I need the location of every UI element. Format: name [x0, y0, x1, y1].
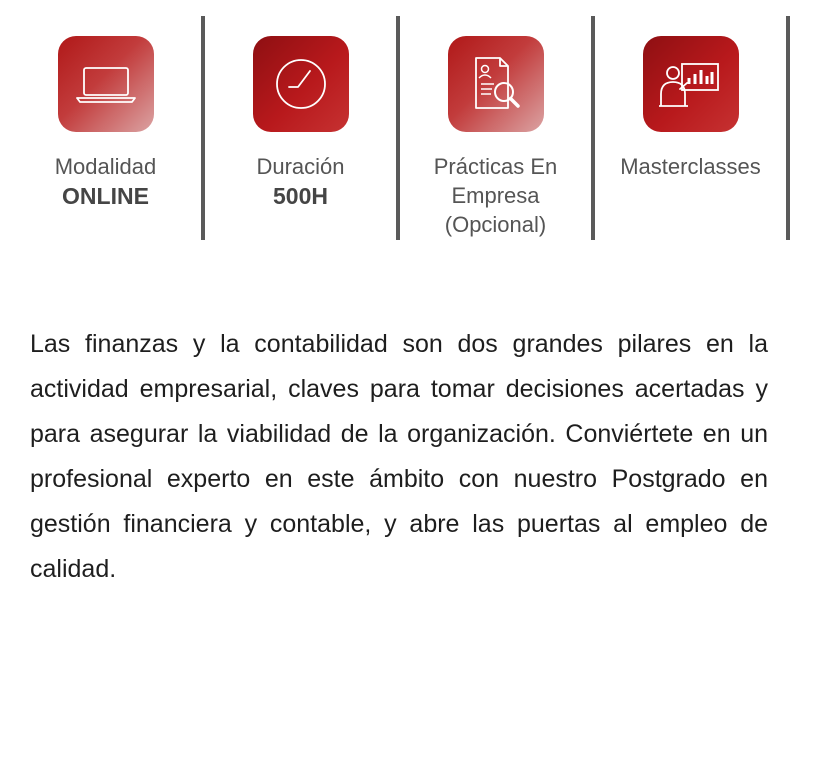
feature-label: Masterclasses	[620, 154, 761, 179]
presentation-icon	[643, 36, 739, 132]
course-description: Las finanzas y la contabilidad son dos grandes pilares en la actividad empresarial, claves para tomar decisiones acertadas y para asegurar la viabilidad de la organización. Conviértete en un profesional experto en este ámbito con nuestro Postgrado en gestión financiera y contable, y abre las puertas al empleo de calidad.	[30, 330, 768, 583]
feature-duracion	[205, 16, 400, 240]
clock-icon	[253, 36, 349, 132]
feature-masterclasses	[595, 16, 790, 240]
feature-label: Modalidad	[54, 154, 157, 179]
feature-label: Prácticas En Empresa (Opcional)	[433, 154, 558, 237]
document-search-icon	[448, 36, 544, 132]
feature-practicas	[400, 16, 595, 240]
features-bar	[10, 16, 790, 240]
feature-value: ONLINE	[62, 183, 149, 209]
laptop-icon	[58, 36, 154, 132]
feature-modalidad	[10, 16, 205, 240]
feature-label: Duración	[256, 154, 345, 179]
feature-value: 500H	[273, 183, 328, 209]
